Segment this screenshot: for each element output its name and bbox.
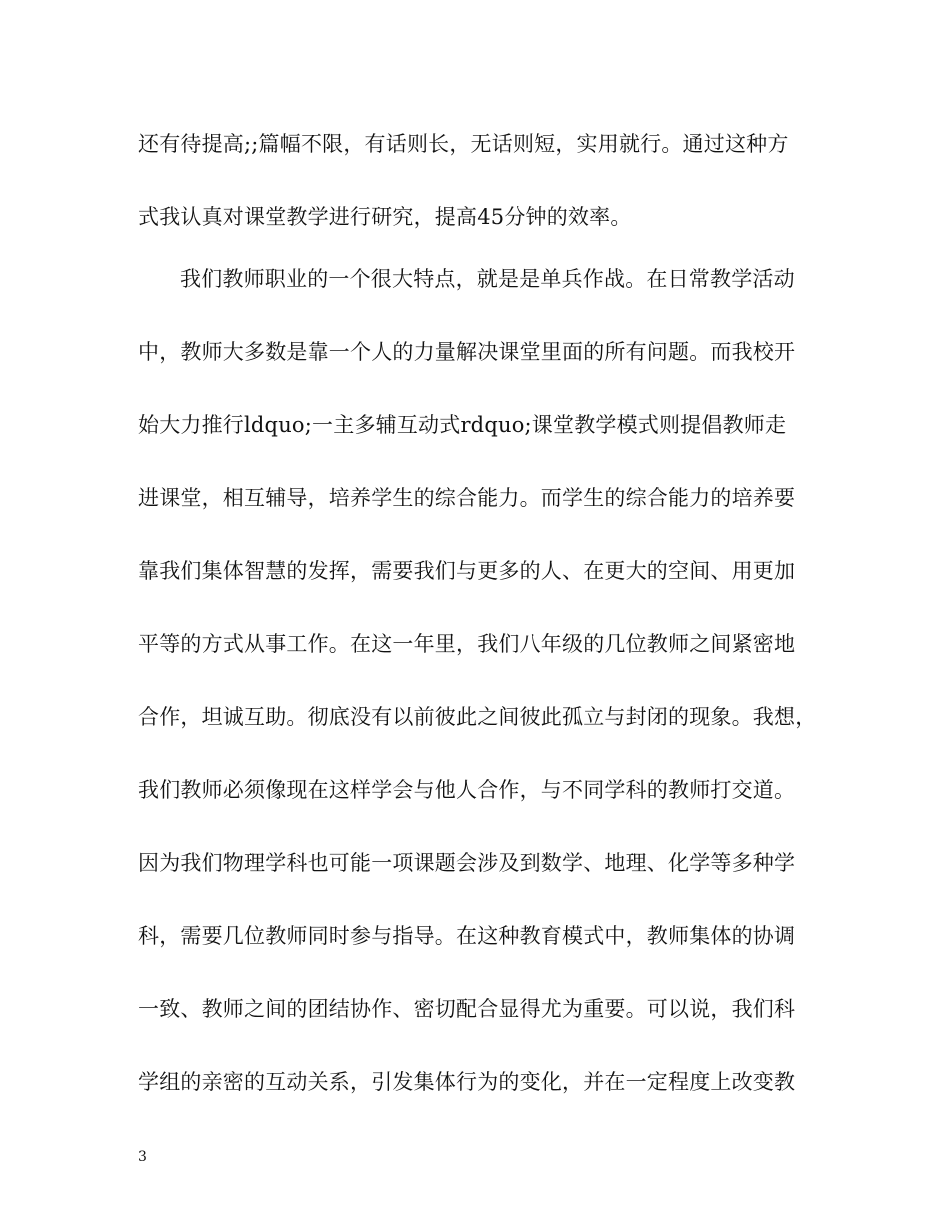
text-line: 进课堂，相互辅导，培养学生的综合能力。而学生的综合能力的培养要 xyxy=(138,486,796,510)
text-line: 还有待提高;;篇幅不限，有话则长，无话则短，实用就行。通过这种方 xyxy=(138,132,789,156)
text-line: 学组的亲密的互动关系，引发集体行为的变化，并在一定程度上改变教 xyxy=(138,1070,796,1094)
text-line: 我们教师必须像现在这样学会与他人合作，与不同学科的教师打交道。 xyxy=(138,778,796,802)
text-line: 靠我们集体智慧的发挥，需要我们与更多的人、在更大的空间、用更加 xyxy=(138,559,796,583)
text-line: 一致、教师之间的团结协作、密切配合显得尤为重要。可以说，我们科 xyxy=(138,997,796,1021)
text-line: 平等的方式从事工作。在这一年里，我们八年级的几位教师之间紧密地 xyxy=(138,632,796,656)
text-line: 科，需要几位教师同时参与指导。在这种教育模式中，教师集体的协调 xyxy=(138,924,796,948)
page-number: 3 xyxy=(138,1149,147,1165)
text-line: 中，教师大多数是靠一个人的力量解决课堂里面的所有问题。而我校开 xyxy=(138,340,796,364)
text-line: 合作，坦诚互助。彻底没有以前彼此之间彼此孤立与封闭的现象。我想， xyxy=(138,705,817,729)
text-line: 因为我们物理学科也可能一项课题会涉及到数学、地理、化学等多种学 xyxy=(138,851,796,875)
text-line: 始大力推行ldquo;一主多辅互动式rdquo;课堂教学模式则提倡教师走 xyxy=(138,413,787,437)
text-line: 式我认真对课堂教学进行研究，提高45分钟的效率。 xyxy=(138,205,632,229)
paragraph-start-line: 我们教师职业的一个很大特点，就是是单兵作战。在日常教学活动 xyxy=(180,267,795,291)
